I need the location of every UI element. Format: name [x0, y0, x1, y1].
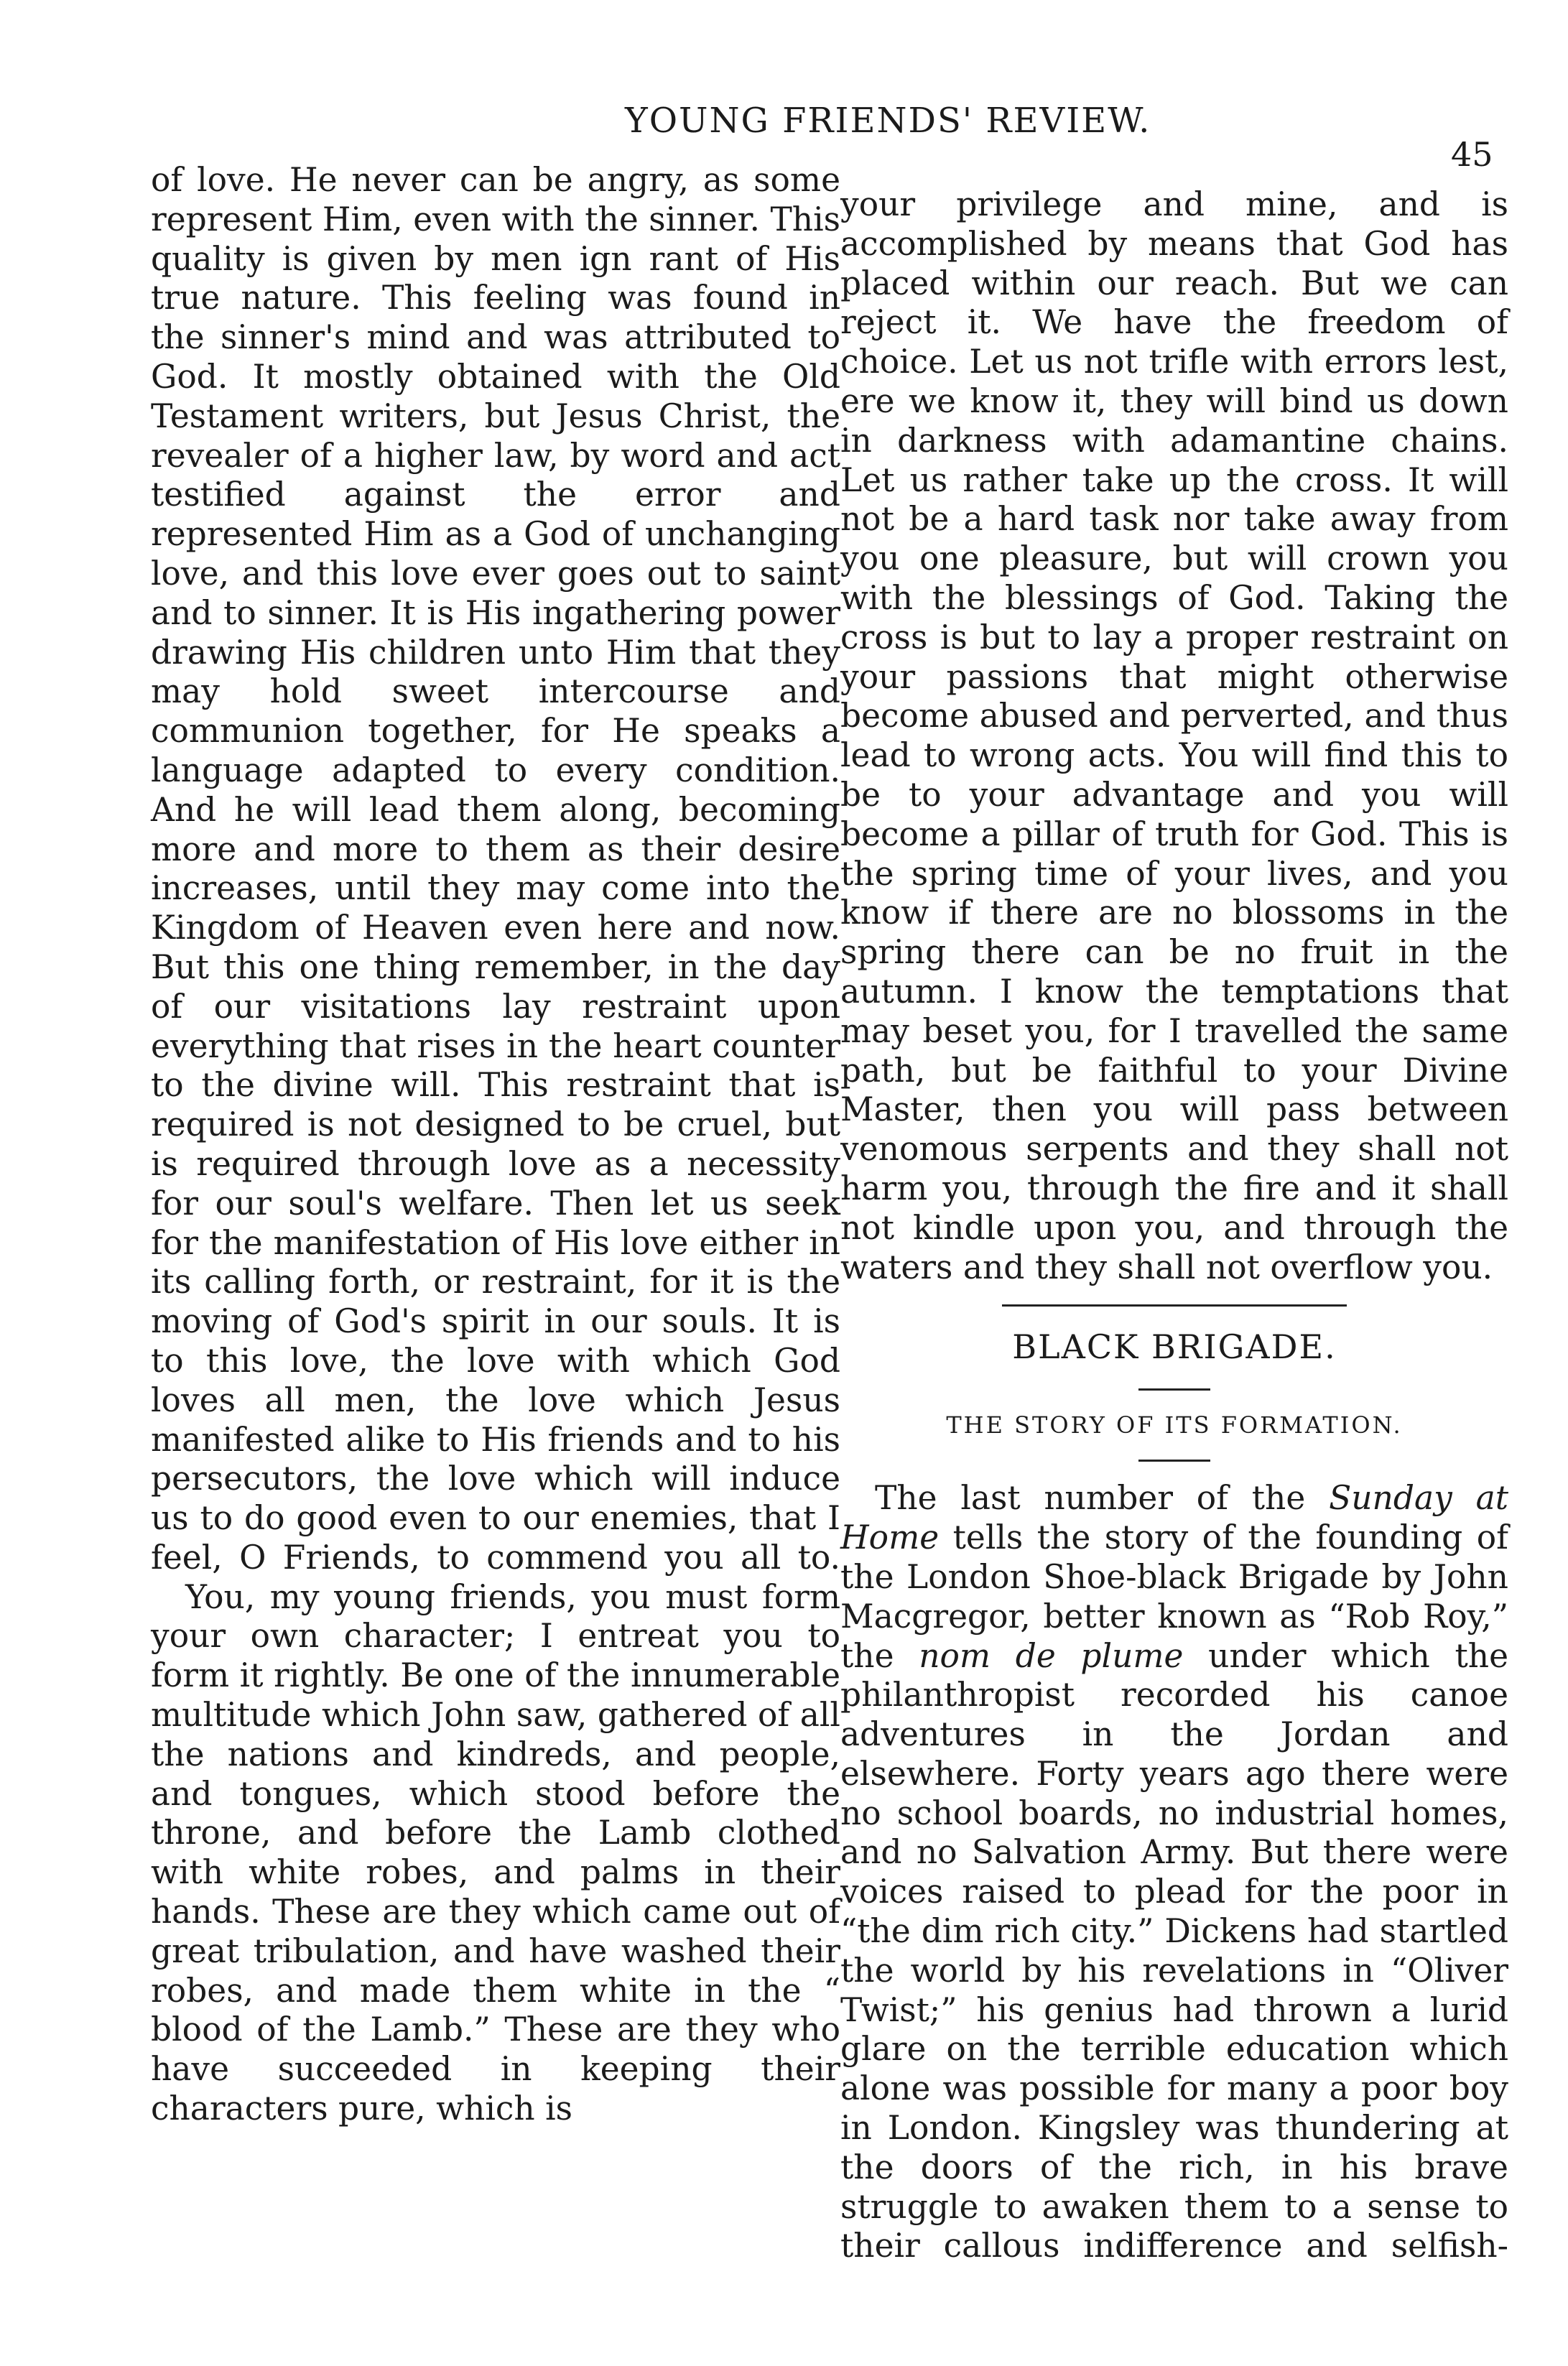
- section-divider-rule: [1002, 1304, 1347, 1307]
- para2-text-a: The last number of the: [875, 1479, 1330, 1518]
- right-column: [840, 185, 1508, 2266]
- right-paragraph-2: [840, 1479, 1508, 2266]
- para2-text-b: tells the story of the founding of the London Shoe-black Brigade by John Macgregor, better known as “Rob Roy,” the: [840, 1518, 1508, 1675]
- para2-text-c: under which the philanthropist recorded his canoe adventures in the Jordan and elsewhere. Forty years ago there were no school boards, no industrial homes, and no Salvation Army. But there were voices raised to plead for the poor in “the dim rich city.” Dickens had startled the world by his revelations in “Oliver Twist;” his genius had thrown a lurid glare on the terrible education which alone was possible for many a poor boy in London. Kingsley was thundering at the doors of the rich, in his brave struggle to awaken them to a sense to their callous indifference and selfish-: [840, 1636, 1508, 2265]
- title-underline-rule: [1138, 1388, 1210, 1391]
- right-paragraph-1: your privilege and mine, and is accomplished by means that God has placed within our reach. But we can reject it. We have the freedom of choice. Let us not trifle with errors lest, ere we know it, they will bind us down in darkness with adamantine chains. Let us rather take up the cross. It will not be a hard task nor take away from you one pleasure, but will crown you with the blessings of God. Taking the cross is but to lay a proper restraint on your passions that might otherwise become abused and perverted, and thus lead to wrong acts. You will find this to be to your advantage and you will become a pillar of truth for God. This is the spring time of your lives, and you know if there are no blossoms in the spring there can be no fruit in the autumn. I know the temptations that may beset you, for I travelled the same path, but be faithful to your Divine Master, then you will pass between venomous serpents and they shall not harm you, through the fire and it shall not kindle upon you, and through the waters and they shall not overflow you.: [840, 185, 1508, 1286]
- section-title: BLACK BRIGADE.: [1012, 1327, 1337, 1367]
- page-header: [0, 101, 1568, 174]
- left-paragraph-2: You, my young friends, you must form your own character; I entreat you to form it rightly. Be one of the innumerable multitude which John saw, gathered of all the nations and kindreds, and people, and tongues, which stood before the throne, and before the Lamb clothed with white robes, and palms in their hands. These are they which came out of great tribulation, and have washed their robes, and made them white in the “ blood of the Lamb.” These are they who have succeeded in keeping their characters pure, which is: [151, 1577, 840, 2128]
- subtitle-underline-rule: [1138, 1460, 1210, 1462]
- left-paragraph-1: of love. He never can be angry, as some represent Him, even with the sinner. This quality is given by men ign rant of His true nature. This feeling was found in the sinner's mind and was attributed to God. It mostly obtained with the Old Testament writers, but Jesus Christ, the revealer of a higher law, by word and act testified against the error and represented Him as a God of unchanging love, and this love ever goes out to saint and to sinner. It is His ingathering power drawing His children unto Him that they may hold sweet intercourse and communion together, for He speaks a language adapted to every condition. And he will lead them along, becoming more and more to them as their desire increases, until they may come into the Kingdom of Heaven even here and now. But this one thing remember, in the day of our visitations lay restraint upon everything that rises in the heart counter to the divine will. This restraint that is required is not designed to be cruel, but is required through love as a necessity for our soul's welfare. Then let us seek for the manifestation of His love either in its calling forth, or restraint, for it is the moving of God's spirit in our souls. It is to this love, the love with which God loves all men, the love which Jesus manifested alike to His friends and to his persecutors, the love which will induce us to do good even to our enemies, that I feel, O Friends, to commend you all to.: [151, 161, 840, 1577]
- publication-title: Sunday at Home: [840, 1479, 1508, 1557]
- running-title: YOUNG FRIENDS' REVIEW.: [625, 101, 1151, 141]
- page-number: 45: [1451, 135, 1493, 174]
- left-column: [151, 161, 840, 2129]
- section-subtitle: THE STORY OF ITS FORMATION.: [946, 1411, 1403, 1439]
- nom-de-plume-term: nom de plume: [919, 1636, 1184, 1675]
